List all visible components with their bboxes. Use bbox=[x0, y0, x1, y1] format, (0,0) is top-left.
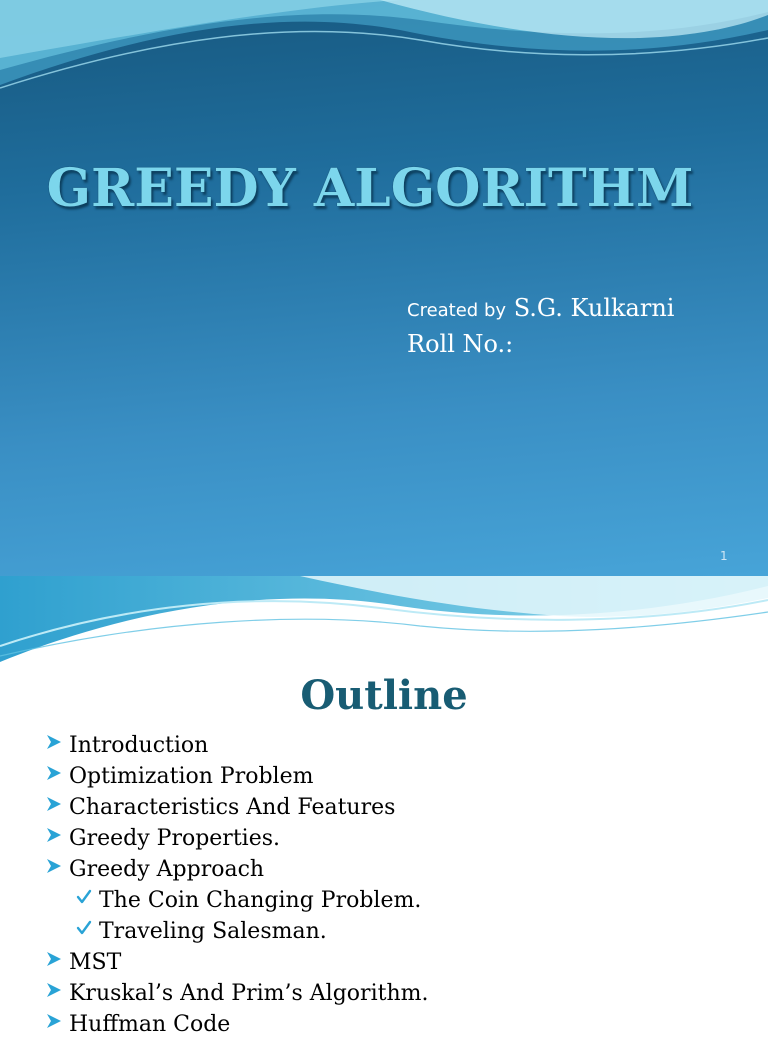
arrow-bullet-icon bbox=[46, 951, 69, 967]
list-item-text: MST bbox=[69, 950, 122, 975]
outline-list bbox=[46, 730, 428, 1040]
arrow-bullet-icon bbox=[46, 858, 69, 874]
list-item-text: Greedy Properties. bbox=[69, 826, 280, 851]
list-item-text: Huffman Code bbox=[69, 1012, 231, 1037]
author-block bbox=[407, 292, 674, 361]
list-item bbox=[46, 978, 428, 1009]
list-item-text: Characteristics And Features bbox=[69, 795, 396, 820]
created-by-label: Created by bbox=[407, 300, 507, 321]
arrow-bullet-icon bbox=[46, 765, 69, 781]
list-item-text: Introduction bbox=[69, 733, 209, 758]
author-name: S.G. Kulkarni bbox=[513, 294, 675, 322]
list-item bbox=[46, 823, 428, 854]
list-item bbox=[46, 854, 428, 885]
checkmark-bullet-icon bbox=[76, 920, 99, 936]
list-item-text: The Coin Changing Problem. bbox=[99, 888, 422, 913]
list-item bbox=[76, 885, 428, 916]
arrow-bullet-icon bbox=[46, 734, 69, 750]
list-item bbox=[46, 761, 428, 792]
slide-number: 1 bbox=[720, 549, 728, 563]
arrow-bullet-icon bbox=[46, 796, 69, 812]
list-item bbox=[46, 730, 428, 761]
list-item bbox=[46, 1009, 428, 1040]
outline-slide bbox=[0, 576, 768, 1037]
outline-title: Outline bbox=[300, 672, 468, 719]
wave-decoration bbox=[0, 576, 768, 666]
list-item-text: Optimization Problem bbox=[69, 764, 314, 789]
roll-number-label: Roll No.: bbox=[407, 330, 514, 358]
presentation-title: GREEDY ALGORITHM bbox=[46, 158, 694, 219]
list-item-text: Greedy Approach bbox=[69, 857, 265, 882]
list-item bbox=[46, 792, 428, 823]
arrow-bullet-icon bbox=[46, 827, 69, 843]
list-item bbox=[76, 916, 428, 947]
wave-decoration bbox=[0, 0, 768, 110]
list-item bbox=[46, 947, 428, 978]
checkmark-bullet-icon bbox=[76, 889, 99, 905]
author-line bbox=[407, 292, 674, 327]
arrow-bullet-icon bbox=[46, 1013, 69, 1029]
list-item-text: Traveling Salesman. bbox=[99, 919, 327, 944]
arrow-bullet-icon bbox=[46, 982, 69, 998]
list-item-text: Kruskal’s And Prim’s Algorithm. bbox=[69, 981, 429, 1006]
